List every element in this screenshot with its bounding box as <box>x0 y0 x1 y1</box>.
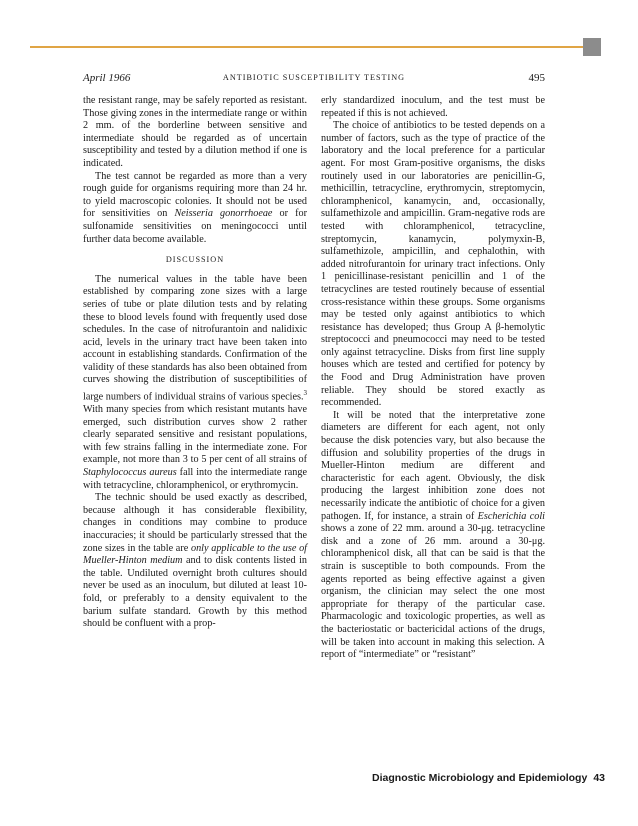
footer-journal: Diagnostic Microbiology and Epidemiology <box>372 772 588 784</box>
left-p2-text-a: The test cannot be regarded as more than a very rough guide for organisms requiring more than 24 hr. to yield macroscopic colonies. It should not be used for sensitivities on <box>83 170 307 220</box>
left-p3-italic: Staphylococcus aureus <box>83 467 177 479</box>
left-p3-text-b: With many species from which resistant mutants have emerged, such distribution curves show 2 rather clearly separated sensitive and resistant populations, with few strains falling in the intermediate zone. For example, not more than 3 to 5 per cent of all strains of <box>83 404 307 466</box>
left-paragraph-1: the resistant range, may be safely reported as resistant. Those giving zones in the intermediate range or within 2 mm. of the borderline between sensitive and intermediate should be regarded as of uncertain susceptibility and tested by a dilution method if one is indicated. <box>83 95 307 169</box>
left-p4-text-b: and to disk contents listed in the table. Undiluted overnight broth cultures should never be used as an inoculum, but diluted at least 10-fold, or preferably to a density equivalent to the barium sulfate standard. Growth by this method should be confluent with a prop- <box>83 555 307 630</box>
left-p3-citation: 3 <box>303 389 307 398</box>
left-p4-italic: only applicable to the use of Mueller-Hinton medium <box>83 542 307 567</box>
left-paragraph-4 <box>83 492 307 631</box>
header-title: ANTIBIOTIC SUSCEPTIBILITY TESTING <box>222 73 406 82</box>
right-p3-text-a: It will be noted that the interpretative zone diameters are different for each agent, not only because the disk potencies vary, but also because the diffusion and solubility properties of the drugs in Mueller-Hinton medium are different and characteristic for each agent. Obviously, the disk producing the largest inhibition zone does not necessarily indicate the antibiotic of choice for a given pathogen. If, for instance, a strain of <box>321 409 545 522</box>
left-paragraph-3 <box>83 274 307 492</box>
left-p2-italic: Neisseria gonorrhoeae <box>174 208 273 220</box>
footer-page-number: 43 <box>593 772 605 784</box>
right-column <box>321 95 545 662</box>
section-heading-discussion: DISCUSSION <box>165 255 225 265</box>
left-p4-text-a: The technic should be used exactly as described, because although it has considerable flexibility, changes in conditions may combine to produce inaccuracies; it should be particularly stressed that the zone sizes in the table are <box>83 492 307 554</box>
left-p3-text-a: The numerical values in the table have been established by comparing zone sizes with a large series of tube or plate dilution tests and by relating these to blood levels found with frequently used dose schedules. In the case of nitrofurantoin and nalidixic acid, levels in the urinary tract have been taken into account in establishing standards. Confirmation of the validity of these standards has also been obtained from curves showing the distribution of susceptibilities of large numbers of individual strains of various species. <box>83 273 307 403</box>
right-paragraph-1: erly standardized inoculum, and the test must be repeated if this is not achieved. <box>321 95 545 119</box>
left-p2-text-b: or for sulfonamide sensitivities on meningococci until further data become available. <box>83 208 307 245</box>
header-date: April 1966 <box>83 72 131 84</box>
running-header <box>83 72 545 88</box>
right-p3-italic: Escherichia coli <box>477 510 545 522</box>
header-rule <box>30 46 583 48</box>
left-paragraph-2 <box>83 171 307 247</box>
right-paragraph-3 <box>321 410 545 662</box>
header-page-number: 495 <box>528 72 545 84</box>
right-paragraph-2: The choice of antibiotics to be tested depends on a number of factors, such as the type of practice of the laboratory and the local preference for a particular agent. For most Gram-positive organisms, the disks routinely used in our laboratories are penicillin-G, methicillin, tetracycline, erythromycin, streptomycin, chloramphenicol, kanamycin, and, occasionally, sulfamethizole and ampicillin. Gram-negative rods are tested with chloramphenicol, tetracycline, streptomycin, kanamycin, polymyxin-B, sulfamethizole, ampicillin, and cephalothin, with added nitrofurantoin for urinary tract infections. Only 1 penicillinase-resistant penicillin and 1 of the tetracyclines are tested routinely because of essential cross-resistance within these groups. Some organisms may be tested only against antibiotics to which resistance has developed; thus Group A β-hemolytic streptococci and pneumococci may need to be tested only against tetracycline. Disks from first line supply houses which are tested and certified for potency by the Food and Drug Administration have proven reliable. They should be stored exactly as recommended. <box>321 120 545 409</box>
left-column <box>83 95 307 631</box>
left-p3-text-c: fall into the intermediate range with tetracycline, chloramphenicol, or erythromycin. <box>83 467 307 491</box>
page-footer <box>372 772 605 784</box>
right-p3-text-b: shows a zone of 22 mm. around a 30-μg. tetracycline disk and a zone of 26 mm. around a 30-μg. chloramphenicol disk, all that can be said is that the strain is susceptible to both compounds. From the agents reported as being effective against a given organism, the clinician may select the one most appropriate for therapy of the particular case. Pharmacologic and toxicologic properties, as well as the bacteriostatic or bactericidal actions of the drugs, will be taken into account in making this selection. A report of “intermediate” or “resistant” <box>321 523 545 661</box>
corner-tab <box>583 38 601 56</box>
